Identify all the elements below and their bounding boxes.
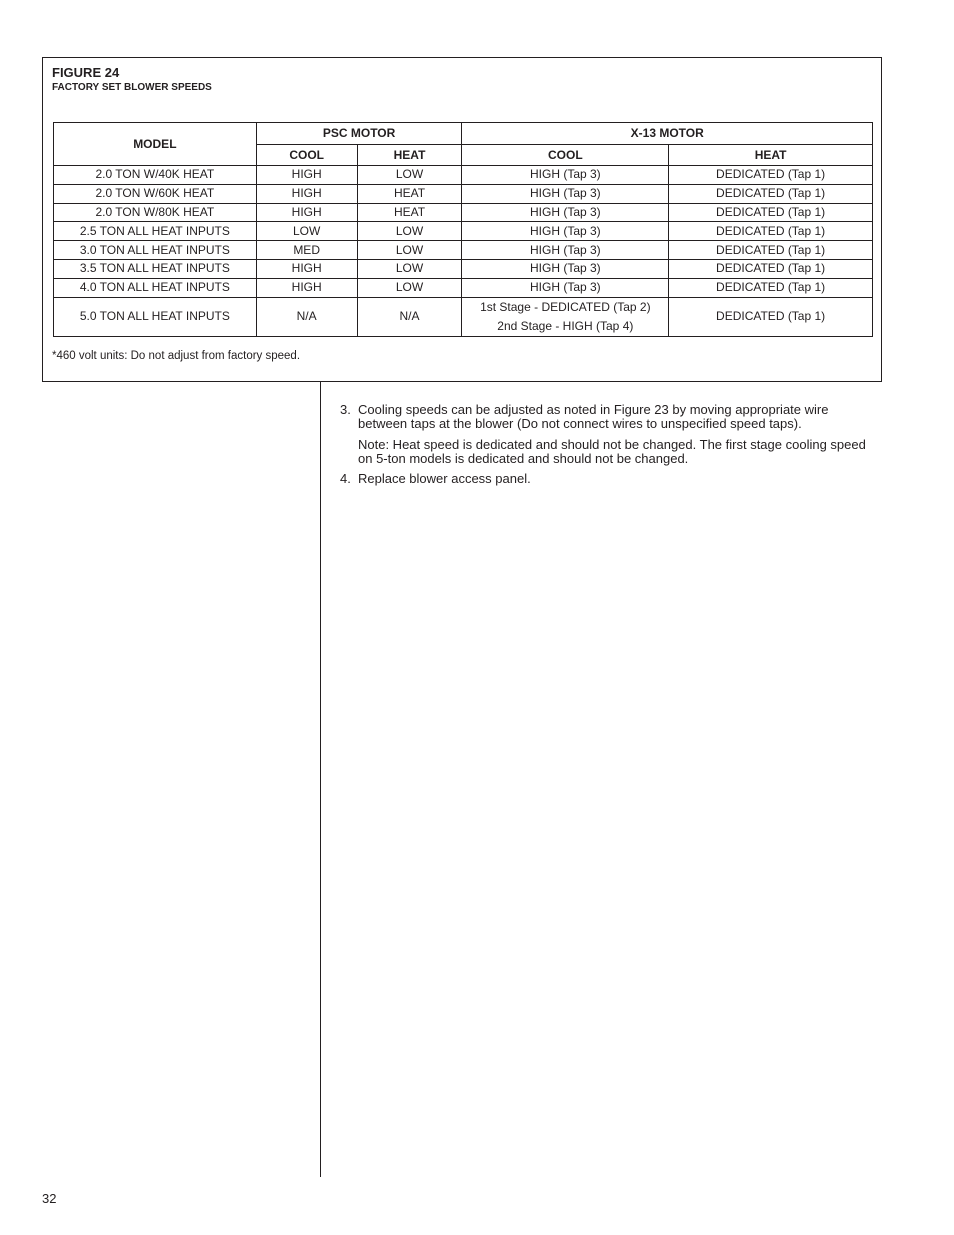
cell-psc-cool: LOW	[256, 222, 357, 241]
step-text: Replace blower access panel.	[358, 471, 531, 486]
table-row	[54, 278, 873, 297]
figure-subtitle: FACTORY SET BLOWER SPEEDS	[52, 82, 212, 93]
cell-psc-cool: N/A	[256, 297, 357, 336]
instructions-list	[340, 403, 870, 492]
step-number: 3.	[340, 402, 351, 417]
page-number: 32	[42, 1191, 57, 1206]
table-row	[54, 222, 873, 241]
column-divider	[320, 382, 321, 1177]
table-row	[54, 166, 873, 185]
x13-cool-stage1: 1st Stage - DEDICATED (Tap 2)	[480, 299, 651, 314]
cell-psc-cool: HIGH	[256, 184, 357, 203]
cell-model: 5.0 TON ALL HEAT INPUTS	[54, 297, 257, 336]
header-psc-heat: HEAT	[357, 144, 462, 166]
cell-psc-cool: HIGH	[256, 259, 357, 278]
cell-x13-heat: DEDICATED (Tap 1)	[669, 166, 873, 185]
header-psc-cool: COOL	[256, 144, 357, 166]
table-row	[54, 203, 873, 222]
table-row	[54, 241, 873, 260]
step-4	[340, 472, 870, 486]
cell-x13-cool: HIGH (Tap 3)	[462, 278, 669, 297]
step-number: 4.	[340, 471, 351, 486]
cell-psc-heat: LOW	[357, 166, 462, 185]
header-x13-cool: COOL	[462, 144, 669, 166]
header-model: MODEL	[54, 123, 257, 166]
blower-speeds-table	[53, 122, 873, 337]
figure-24-box	[42, 57, 882, 382]
x13-cool-stage2: 2nd Stage - HIGH (Tap 4)	[497, 318, 634, 333]
cell-psc-cool: HIGH	[256, 278, 357, 297]
cell-model: 3.0 TON ALL HEAT INPUTS	[54, 241, 257, 260]
cell-x13-cool	[462, 297, 669, 336]
step-text: Cooling speeds can be adjusted as noted in Figure 23 by moving appropriate wire between taps at the blower (Do not connect wires to unspecified speed taps).	[358, 402, 829, 431]
table-row	[54, 259, 873, 278]
figure-footnote: *460 volt units: Do not adjust from factory speed.	[52, 350, 301, 362]
cell-x13-heat: DEDICATED (Tap 1)	[669, 241, 873, 260]
cell-x13-cool: HIGH (Tap 3)	[462, 166, 669, 185]
cell-psc-heat: LOW	[357, 241, 462, 260]
cell-model: 2.0 TON W/60K HEAT	[54, 184, 257, 203]
cell-psc-heat: HEAT	[357, 184, 462, 203]
header-x13-motor: X-13 MOTOR	[462, 123, 873, 145]
cell-model: 3.5 TON ALL HEAT INPUTS	[54, 259, 257, 278]
cell-psc-cool: HIGH	[256, 203, 357, 222]
cell-psc-cool: MED	[256, 241, 357, 260]
step-note: Note: Heat speed is dedicated and should not be changed. The first stage cooling speed on 5-ton models is dedicated and should not be changed.	[358, 437, 866, 466]
cell-psc-heat: N/A	[357, 297, 462, 336]
cell-x13-cool: HIGH (Tap 3)	[462, 259, 669, 278]
cell-x13-heat: DEDICATED (Tap 1)	[669, 222, 873, 241]
cell-x13-heat: DEDICATED (Tap 1)	[669, 297, 873, 336]
cell-psc-heat: HEAT	[357, 203, 462, 222]
cell-model: 2.0 TON W/40K HEAT	[54, 166, 257, 185]
cell-x13-cool: HIGH (Tap 3)	[462, 222, 669, 241]
cell-model: 2.0 TON W/80K HEAT	[54, 203, 257, 222]
cell-x13-cool: HIGH (Tap 3)	[462, 203, 669, 222]
cell-model: 4.0 TON ALL HEAT INPUTS	[54, 278, 257, 297]
cell-model: 2.5 TON ALL HEAT INPUTS	[54, 222, 257, 241]
cell-x13-heat: DEDICATED (Tap 1)	[669, 278, 873, 297]
header-x13-heat: HEAT	[669, 144, 873, 166]
table-row	[54, 297, 873, 336]
step-3	[340, 403, 870, 466]
cell-x13-heat: DEDICATED (Tap 1)	[669, 184, 873, 203]
cell-x13-cool: HIGH (Tap 3)	[462, 241, 669, 260]
cell-x13-heat: DEDICATED (Tap 1)	[669, 203, 873, 222]
header-psc-motor: PSC MOTOR	[256, 123, 462, 145]
figure-title: FIGURE 24	[52, 65, 120, 80]
cell-psc-heat: LOW	[357, 259, 462, 278]
cell-psc-heat: LOW	[357, 222, 462, 241]
cell-psc-heat: LOW	[357, 278, 462, 297]
cell-x13-heat: DEDICATED (Tap 1)	[669, 259, 873, 278]
cell-x13-cool: HIGH (Tap 3)	[462, 184, 669, 203]
cell-psc-cool: HIGH	[256, 166, 357, 185]
table-row	[54, 184, 873, 203]
